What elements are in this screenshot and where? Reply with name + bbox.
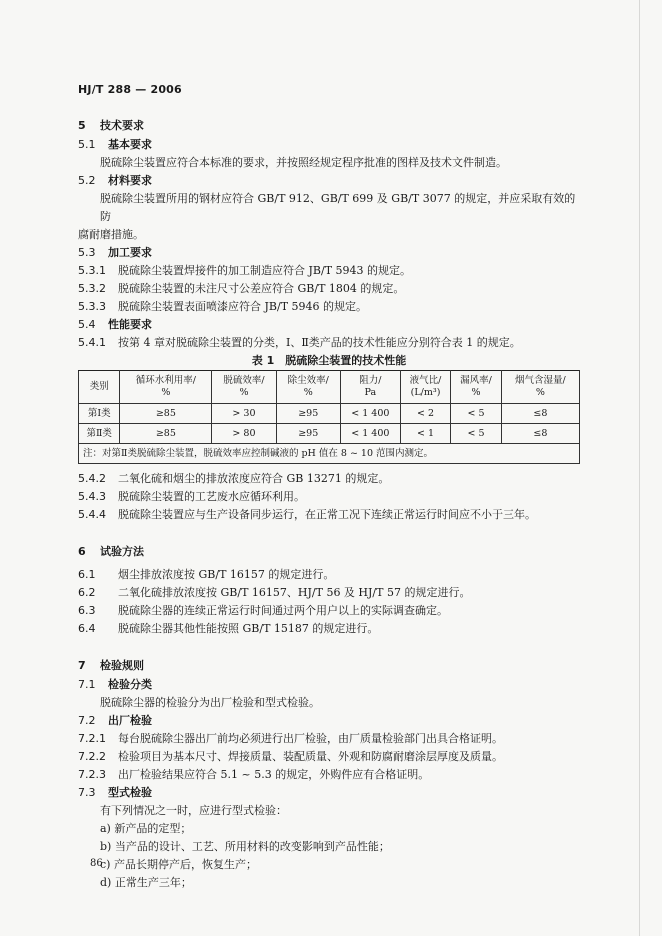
table-header-row [79,371,580,404]
table-cell: ≥85 [120,424,212,444]
header-liquid-gas-ratio: 液气比/ (L/m³) [400,371,450,404]
table-cell: 第Ⅱ类 [79,424,120,444]
header-water-reuse: 循环水利用率/ % [120,371,212,404]
section-7-3-heading: 7.3 型式检验 [78,786,152,799]
section-5-3-heading: 5.3 加工要求 [78,246,152,259]
section-5-4-heading: 5.4 性能要求 [78,318,152,331]
section-7-1-text: 脱硫除尘器的检验分为出厂检验和型式检验。 [100,696,320,709]
header-category: 类别 [79,371,120,404]
header-dust-removal: 除尘效率/ % [276,371,340,404]
clause-5-3-2: 5.3.2 脱硫除尘装置的未注尺寸公差应符合 GB/T 1804 的规定。 [78,282,405,295]
table-cell: > 30 [212,404,276,424]
page-edge-line [639,0,640,936]
section-5-heading: 5 技术要求 [78,119,144,132]
clause-7-2-3: 7.2.3 出厂检验结果应符合 5.1 ~ 5.3 的规定，外购件应有合格证明。 [78,768,430,781]
table-cell: ≥95 [276,404,340,424]
list-item: c) 产品长期停产后，恢复生产； [100,858,257,871]
table-cell: < 2 [400,404,450,424]
table-cell: ≤8 [501,404,579,424]
standard-code-header: HJ/T 288 — 2006 [78,83,182,96]
clause-5-3-1: 5.3.1 脱硫除尘装置焊接件的加工制造应符合 JB/T 5943 的规定。 [78,264,412,277]
section-5-2-heading: 5.2 材料要求 [78,174,152,187]
header-moisture: 烟气含湿量/ % [501,371,579,404]
header-resistance: 阻力/ Pa [340,371,400,404]
clause-6-2: 6.2 二氧化硫排放浓度按 GB/T 16157、HJ/T 56 及 HJ/T 57 的规定进行。 [78,586,471,599]
clause-5-4-4: 5.4.4 脱硫除尘装置应与生产设备同步运行，在正常工况下连续正常运行时间应不小于三年。 [78,508,536,521]
clause-5-3-3: 5.3.3 脱硫除尘装置表面喷漆应符合 JB/T 5946 的规定。 [78,300,368,313]
header-air-leakage: 漏风率/ % [451,371,501,404]
performance-table [78,370,580,464]
section-7-1-heading: 7.1 检验分类 [78,678,152,691]
table-cell: < 1 [400,424,450,444]
table-cell: ≥85 [120,404,212,424]
list-item: a) 新产品的定型； [100,822,192,835]
section-6-heading: 6 试验方法 [78,545,144,558]
table-cell: ≥95 [276,424,340,444]
table-cell: < 5 [451,404,501,424]
section-5-2-text-line2: 腐耐磨措施。 [78,228,144,241]
section-5-2-text-line1: 脱硫除尘装置所用的钢材应符合 GB/T 912、GB/T 699 及 GB/T 3077 的规定，并应采取有效的防 [100,192,576,223]
list-item: d) 正常生产三年； [100,876,192,889]
clause-7-2-1: 7.2.1 每台脱硫除尘器出厂前均必须进行出厂检验，由厂质量检验部门出具合格证明。 [78,732,503,745]
table-cell: < 1 400 [340,404,400,424]
table-row [79,404,580,424]
clause-5-4-2: 5.4.2 二氧化硫和烟尘的排放浓度应符合 GB 13271 的规定。 [78,472,390,485]
table-cell: < 5 [451,424,501,444]
header-desulfurization: 脱硫效率/ % [212,371,276,404]
list-item: b) 当产品的设计、工艺、所用材料的改变影响到产品性能； [100,840,390,853]
clause-7-2-2: 7.2.2 检验项目为基本尺寸、焊接质量、装配质量、外观和防腐耐磨涂层厚度及质量。 [78,750,503,763]
section-5-1-heading: 5.1 基本要求 [78,138,152,151]
clause-6-1: 6.1 烟尘排放浓度按 GB/T 16157 的规定进行。 [78,568,335,581]
table-1-title: 表 1 脱硫除尘装置的技术性能 [251,354,407,367]
page-number: 86 [90,858,103,869]
table-cell: ≤8 [501,424,579,444]
clause-5-4-1: 5.4.1 按第 4 章对脱硫除尘装置的分类，Ⅰ、Ⅱ类产品的技术性能应分别符合表 1 的规定。 [78,336,521,349]
table-cell: < 1 400 [340,424,400,444]
section-7-3-intro: 有下列情况之一时，应进行型式检验： [100,804,287,817]
clause-6-4: 6.4 脱硫除尘器其他性能按照 GB/T 15187 的规定进行。 [78,622,379,635]
section-7-2-heading: 7.2 出厂检验 [78,714,152,727]
table-note: 注：对第Ⅱ类脱硫除尘装置，脱硫效率应控制碱液的 pH 值在 8 ~ 10 范围内测定。 [79,444,580,464]
table-row [79,424,580,444]
table-cell: 第Ⅰ类 [79,404,120,424]
table-cell: > 80 [212,424,276,444]
clause-5-4-3: 5.4.3 脱硫除尘装置的工艺废水应循环利用。 [78,490,305,503]
table-note-row [79,444,580,464]
section-7-heading: 7 检验规则 [78,659,144,672]
document-body [78,108,580,892]
clause-6-3: 6.3 脱硫除尘器的连续正常运行时间通过两个用户以上的实际调查确定。 [78,604,448,617]
section-5-1-text: 脱硫除尘装置应符合本标准的要求，并按照经规定程序批准的图样及技术文件制造。 [100,156,507,169]
